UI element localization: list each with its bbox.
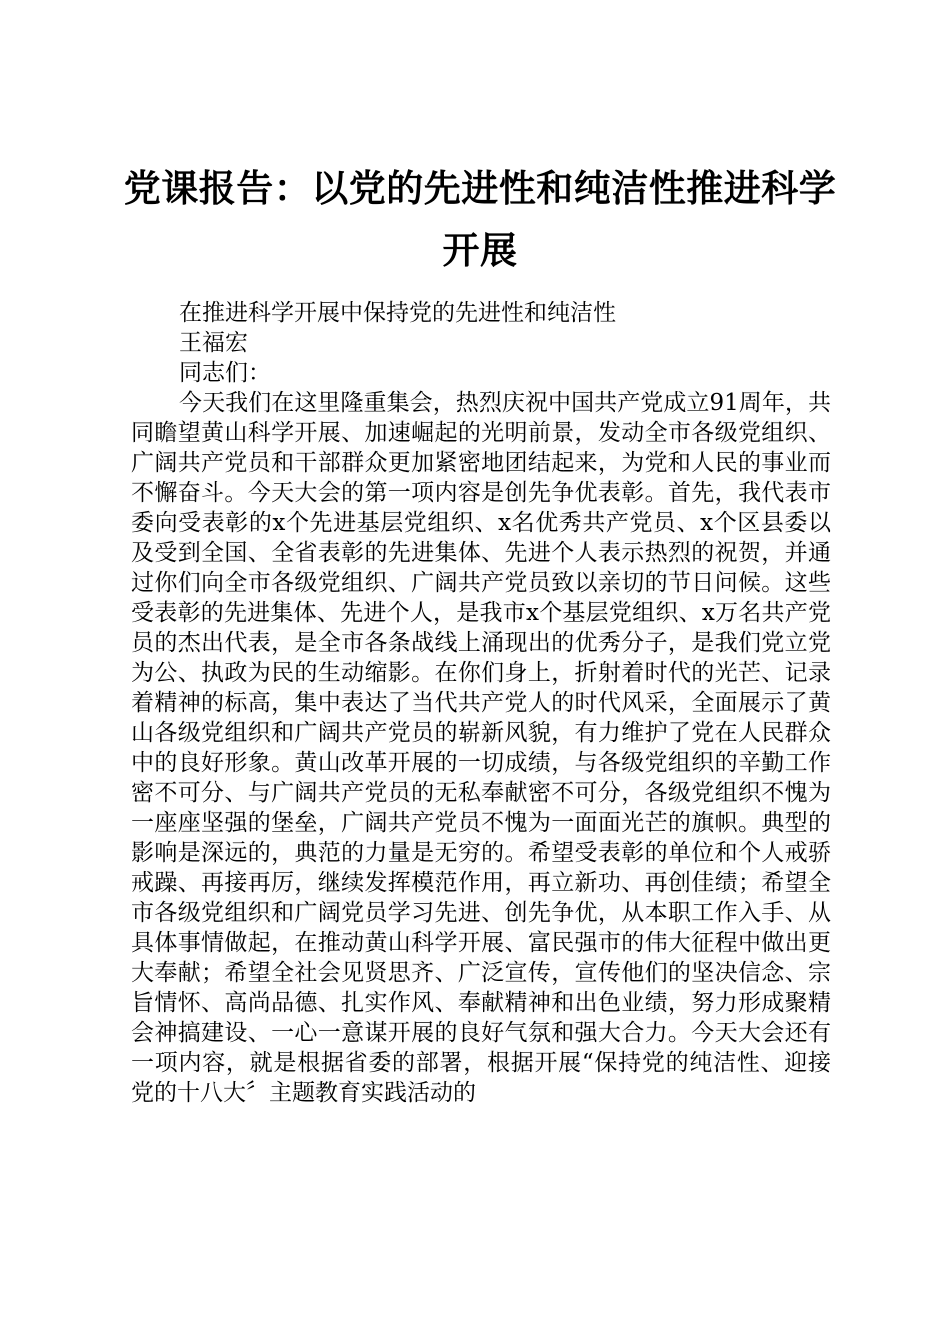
document-title: 党课报告：以党的先进性和纯洁性推进科学开展	[123, 167, 837, 272]
document-salutation: 同志们：	[179, 360, 271, 386]
document-author: 王福宏	[179, 330, 248, 356]
document-paragraph: 今天我们在这里隆重集会，热烈庆祝中国共产党成立91周年，共同瞻望黄山科学开展、加速崛起的光明前景，发动全市各级党组织、广阔共产党员和干部群众更加紧密地团结起来，为党和人民的事业而不懈奋斗。今天大会的第一项内容是创先争优表彰。首先，我代表市委向受表彰的x个先进基层党组织、x名优秀共产党员、x个区县委以及受到全国、全省表彰的先进集体、先进个人表示热烈的祝贺，并通过你们向全市各级党组织、广阔共产党员致以亲切的节日问候。这些受表彰的先进集体、先进个人，是我市x个基层党组织、x万名共产党员的杰出代表，是全市各条战线上涌现出的优秀分子，是我们党立党为公、执政为民的生动缩影。在你们身上，折射着时代的光芒、记录着精神的标高，集中表达了当代共产党人的时代风采，全面展示了黄山各级党组织和广阔共产党员的崭新风貌，有力维护了党在人民群众中的良好形象。黄山改革开展的一切成绩，与各级党组织的辛勤工作密不可分、与广阔共产党员的无私奉献密不可分，各级党组织不愧为一座座坚强的堡垒，广阔共产党员不愧为一面面光芒的旗帜。典型的影响是深远的，典范的力量是无穷的。希望受表彰的单位和个人戒骄戒躁、再接再厉，继续发挥模范作用，再立新功、再创佳绩；希望全市各级党组织和广阔党员学习先进、创先争优，从本职工作入手、从具体事情做起，在推动黄山科学开展、富民强市的伟大征程中做出更大奉献；希望全社会见贤思齐、广泛宣传，宣传他们的坚决信念、宗旨情怀、高尚品德、扎实作风、奉献精神和出色业绩，努力形成聚精会神搞建设、一心一意谋开展的良好气氛和强大合力。今天大会还有一项内容，就是根据省委的部署，根据开展“保持党的纯洁性、迎接党的十八大〞主题教育实践活动的	[131, 390, 831, 1106]
document-subtitle: 在推进科学开展中保持党的先进性和纯洁性	[179, 300, 616, 326]
document-body	[131, 298, 831, 1108]
